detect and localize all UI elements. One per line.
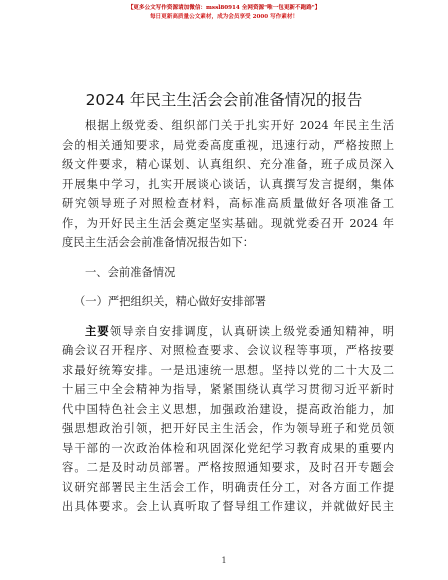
- paragraph-line: [62, 322, 394, 342]
- paragraph-line: 议研究部署民主生活会工作，明确责任分工，对各方面工作提: [62, 480, 394, 494]
- emphasis-text: 主要: [85, 323, 110, 338]
- paragraph-line: 研究领导班子对照检查材料，高标准高质量做好各项准备工: [62, 197, 394, 210]
- promo-banner: 【更多公文写作资源请加微信：mssl80914 全网资源"唯一包更新不跑路"】: [127, 5, 321, 11]
- paragraph-line: 度民主生活会会前准备情况报告如下：: [62, 236, 255, 249]
- body-paragraph: [62, 322, 394, 517]
- paragraph-line: 会的相关通知要求，局党委高度重视，迅速行动，严格按照上: [62, 138, 394, 152]
- paragraph-line: 导干部的一次政治体检和巩固深化党纪学习教育成果的重要内: [62, 441, 394, 455]
- document-title: 2024 年民主生活会会前准备情况的报告: [85, 91, 363, 109]
- document-body: [62, 116, 394, 517]
- section-heading: 一、会前准备情况: [85, 265, 176, 279]
- paragraph-line: 强思想政治引领，把开好民主生活会，作为领导班子和党员领: [62, 422, 394, 435]
- paragraph-line: 容。二是及时动员部署。严格按照通知要求，及时召开专题会: [62, 461, 394, 474]
- paragraph-text: 领导亲自安排调度，认真研读上级党委通知精神，明: [109, 324, 394, 338]
- promo-subline: 每日更新高质量公文素材，成为会员享受 2000 写作素材！: [149, 14, 299, 20]
- paragraph-line: 级文件要求，精心谋划、认真组织、充分准备，班子成员深入: [62, 158, 394, 171]
- paragraph-line: 确会议召开程序、对照检查要求、会议议程等事项，严格按要: [62, 344, 394, 357]
- paragraph-line: 开展集中学习，扎实开展谈心谈话，认真撰写发言提纲，集体: [62, 177, 394, 191]
- paragraph-line: 根据上级党委、组织部门关于扎实开好 2024 年民主生活: [85, 119, 394, 132]
- subsection-heading: （一）严把组织关，精心做好安排部署: [74, 295, 267, 308]
- intro-paragraph: [62, 116, 394, 253]
- paragraph-line: 出具体要求。会上认真听取了督导组工作建议，并就做好民主: [62, 500, 394, 513]
- paragraph-line: 代中国特色社会主义思想，加强政治建设，提高政治能力，加: [62, 402, 394, 416]
- paragraph-line: 求最好统筹安排。一是迅速统一思想。坚持以党的二十大及二: [62, 363, 394, 377]
- paragraph-line: 十届三中全会精神为指导，紧紧围绕认真学习贯彻习近平新时: [62, 383, 394, 396]
- paragraph-line: 作，为开好民主生活会奠定坚实基础。现就党委召开 2024 年: [62, 216, 394, 230]
- page-number: 1: [221, 556, 227, 565]
